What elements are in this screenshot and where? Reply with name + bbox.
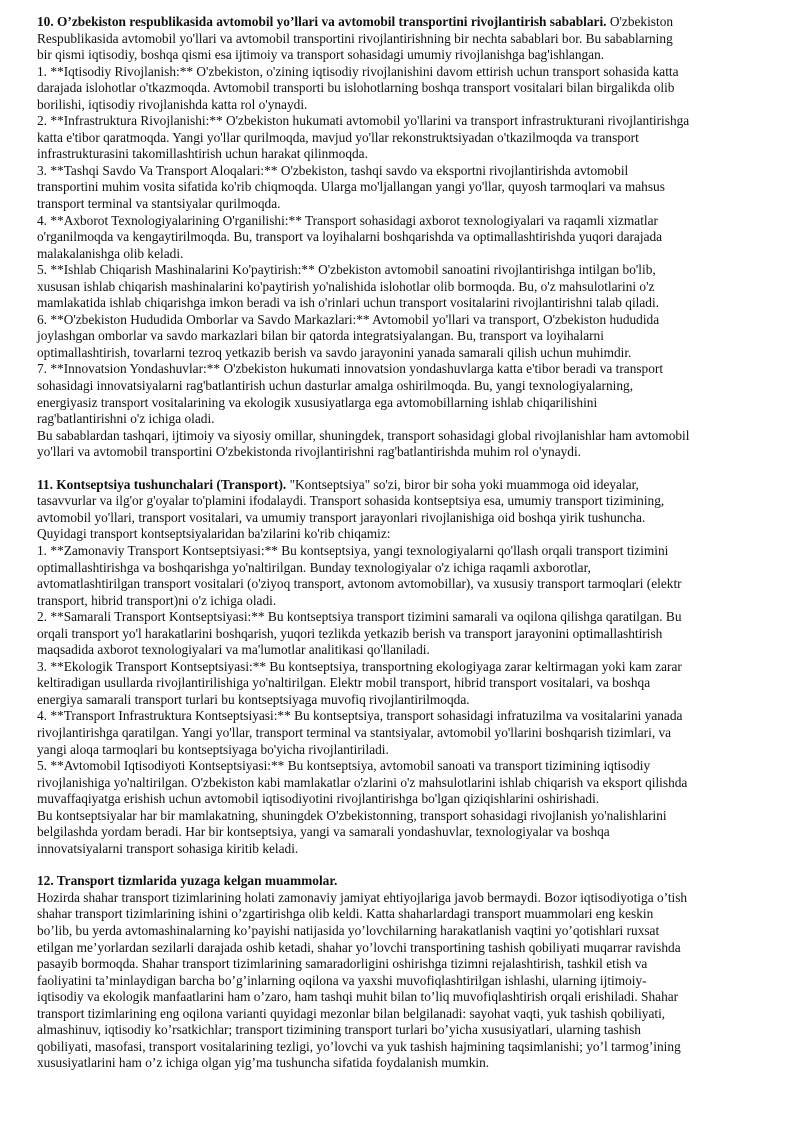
paragraph-line: yangi aloqa tarmoqlari bu kontseptsiyaga bo'yicha rivojlantiriladi.	[37, 741, 389, 757]
paragraph-line: etilgan me’yorlardan sezilarli darajada oshib ketadi, shahar yo’lovchi transportining tashish qobiliyati muqarrar ravishda	[37, 939, 681, 955]
paragraph-line: maqsadida axborot texnologiyalari va ma'lumotlar analitikasi qo'llaniladi.	[37, 642, 430, 658]
paragraph-line: 2. **Infrastruktura Rivojlanishi:** O'zbekiston hukumati avtomobil yo'llarini va transport infrastrukturani rivojlantirishga	[37, 113, 690, 129]
paragraph-line: 1. **Iqtisodiy Rivojlanish:** O'zbekiston, o'zining iqtisodiy rivojlanishini davom ettirish uchun transport sohasida katta	[37, 63, 679, 79]
section-12	[37, 873, 764, 1072]
paragraph-line: almashinuv, iqtisodiy ko’rsatkichlar; transport tizimining transport turlari bo’yicha xususiyatlari, ularning tashish	[37, 1022, 641, 1038]
paragraph-line: borilishi, iqtisodiy rivojlanishda katta rol o'ynaydi.	[37, 96, 308, 112]
section-10-heading: 10. O’zbekiston respublikasida avtomobil yo’llari va avtomobil transportini rivojlantirish sabablari.	[37, 14, 607, 29]
paragraph-line: rivojlantirishga qaratilgan. Yangi yo'llar, transport terminal va stantsiyalar, avtomobil yo'llarini boshqarish tizimlari, va	[37, 724, 672, 740]
paragraph-line: muvaffaqiyatga erishish uchun avtomobil iqtisodiyotini rivojlantirishga bo'lgan qiziqishlarini oshirishadi.	[37, 791, 600, 807]
paragraph-line: transportini muhim vosita sifatida ko'rib chiqmoqda. Ularga mo'ljallangan yangi yo'llar, quyosh tarmoqlari va mahsus	[37, 179, 665, 195]
paragraph-line: malakalanishga olib keladi.	[37, 245, 184, 261]
paragraph-line: 1. **Zamonaviy Transport Kontseptsiyasi:** Bu kontseptsiya, yangi texnologiyalarni qo'llash orqali transport tizimini	[37, 542, 669, 558]
paragraph-line: orqali transport yo'l harakatlarini boshqarish, yuqori tezlikda yetkazib berish va transport jarayonini optimallashtirish	[37, 625, 663, 641]
paragraph-line: yo'llari va avtomobil transportini O'zbekistonda rivojlantirishni rag'batlantirishda muhim rol o'ynaydi.	[37, 444, 582, 460]
paragraph-line: optimallashtirishga va boshqarishga yo'naltirilgan. Bunday texnologiyalar o'z ichiga raqamli axborotlar,	[37, 559, 591, 575]
paragraph-line: Hozirda shahar transport tizimlarining holati zamonaviy jamiyat ehtiyojlariga javob bermaydi. Bozor iqtisodiyotiga o’tish	[37, 889, 688, 905]
paragraph-line: energiyasiz transport vositalarining va ekologik xususiyatlarga ega avtomobillarning ishlab chiqarilishini	[37, 394, 598, 410]
paragraph-line: transport terminal va stantsiyalar qurilmoqda.	[37, 196, 281, 212]
paragraph-line: 6. **O'zbekiston Hududida Omborlar va Savdo Markazlari:** Avtomobil yo'llari va transport, O'zbekiston hududida	[37, 311, 660, 327]
paragraph-line: sohasidagi innovatsiyalarni rag'batlantirish uchun dasturlar amalga oshirilmoqda. Bu, yangi texnologiyalarning,	[37, 378, 634, 394]
paragraph-line: katta e'tibor qaratmoqda. Yangi yo'llar qurilmoqda, mavjud yo'llar rekonstruktsiyadan o'tkazilmoqda va transport	[37, 129, 639, 145]
paragraph-line: qobiliyati, masofasi, transport vositalarining tezligi, yo’lovchi va yuk tashish hajmining taqsimlanishi; yo’l tarmog’ining	[37, 1038, 681, 1054]
paragraph-line: xususan ishlab chiqarish mashinalarini ko'paytirish yo'nalishida islohotlar olib bormoqda. Bu, o'z mahsulotlarini o'z	[37, 278, 655, 294]
paragraph-line: 5. **Avtomobil Iqtisodiyoti Kontseptsiyasi:** Bu kontseptsiya, avtomobil sanoati va transport tizimining iqtisodiy	[37, 758, 651, 774]
paragraph-line: optimallashtirish, tovarlarni tezroq yetkazib berish va savdo jarayonini yanada samarali qilish uchun muhimdir.	[37, 344, 632, 360]
paragraph-line: belgilashda yordam beradi. Har bir kontseptsiya, yangi va samarali yondashuvlar, texnologiyalar va boshqa	[37, 824, 610, 840]
section-12-heading: 12. Transport tizmlarida yuzaga kelgan muammolar.	[37, 873, 338, 889]
paragraph-line: 3. **Tashqi Savdo Va Transport Aloqalari:** O'zbekiston, tashqi savdo va eksportni rivojlantirishda avtomobil	[37, 162, 629, 178]
paragraph-line: "Kontseptsiya" so'zi, biror bir soha yoki muammoga oid ideyalar,	[289, 476, 639, 492]
paragraph-line: bir qismi iqtisodiy, boshqa qismi esa ijtimoiy va transport sohasidagi umumiy rivojlanishga bag'ishlangan.	[37, 47, 605, 63]
paragraph-line: infrastrukturasini takomillashtirish uchun harakat qilinmoqda.	[37, 146, 368, 162]
section-11-first-line	[37, 477, 764, 494]
paragraph-line: 3. **Ekologik Transport Kontseptsiyasi:** Bu kontseptsiya, transportning ekologiyaga zarar keltirmagan yoki kam zarar	[37, 658, 682, 674]
paragraph-line: pasayib bormoqda. Shahar transport tizimlarining samaradorligini oshirishga tizimni rejalashtirish, tashkil etish va	[37, 956, 648, 972]
paragraph-line: keltiradigan usullarda rivojlantirilishiga yo'naltirilgan. Elektr mobil transport, hibrid transport vositalari, va boshqa	[37, 675, 651, 691]
paragraph-line: 2. **Samarali Transport Kontseptsiyasi:** Bu kontseptsiya transport tizimini samarali va oqilona qilishga qaratilgan. Bu	[37, 609, 682, 625]
section-11-heading: 11. Kontseptsiya tushunchalari (Transport).	[37, 476, 287, 492]
paragraph-line: rag'batlantirishni o'z ichiga oladi.	[37, 411, 215, 427]
paragraph-line: joylashgan omborlar va savdo markazlari bilan bir qatorda integratsiyalangan. Bu, transport va loyihalarni	[37, 328, 604, 344]
paragraph-line: Respublikasida avtomobil yo'llari va avtomobil transportini rivojlantirishning bir nechta sabablari bor. Bu sabablarning	[37, 30, 673, 46]
paragraph-line: avtomatlashtirilgan transport vositalari (o'ziyoq transport, avtonom avtomobillar), va xususiy transport tarmoqlari (elektr	[37, 576, 682, 592]
paragraph-line: iqtisodiy va ekologik manfaatlarini ham o’zaro, ham tashqi muhit bilan to’liq muvofiqlashtirish orqali erishiladi. Shahar	[37, 989, 679, 1005]
paragraph-line: O'zbekiston	[609, 14, 674, 29]
paragraph-line: Bu kontseptsiyalar har bir mamlakatning, shuningdek O'zbekistonning, transport sohasidagi rivojlanish yo'nalishlarini	[37, 807, 667, 823]
paragraph-line: mamlakatida ishlab chiqarishga imkon beradi va ish o'rinlari uchun transport vositalarini rivojlantirishni talab qiladi.	[37, 295, 659, 311]
paragraph-line: Quyidagi transport kontseptsiyalaridan ba'zilarini ko'rib chiqamiz:	[37, 526, 391, 542]
paragraph-line: avtomobil yo'llari, transport vositalari, va umumiy transport jarayonlari rivojlanishiga oid boshqa yirik tushuncha.	[37, 509, 646, 525]
section-10	[37, 14, 764, 461]
paragraph-line: rivojlanishiga yo'naltirilgan. O'zbekiston kabi mamlakatlar o'zlarini o'z mahsulotlarini ishlab chiqarish va eksport qilishda	[37, 774, 688, 790]
paragraph-line: faoliyatini ta’minlaydigan barcha bo’g’inlarning oqilona va yaxshi muvofiqlashtirilgan ishlashi, ularning ijtimoiy-	[37, 972, 647, 988]
paragraph-line: Bu sabablardan tashqari, ijtimoiy va siyosiy omillar, shuningdek, transport sohasidagi global rivojlanishlar ham avtomobil	[37, 427, 690, 443]
paragraph-line: 4. **Axborot Texnologiyalarining O'rganilishi:** Transport sohasidagi axborot texnologiyalari va raqamli xizmatlar	[37, 212, 658, 228]
paragraph-line: darajada islohotlar o'tkazmoqda. Avtomobil transporti bu islohotlarning boshqa transport vositalari bilan birgalikda olib	[37, 80, 675, 96]
paragraph-line: bo’lib, bu yerda avtomashinalarning ko’payishi natijasida yo’lovchilarning harakatlanish vaqtini yo’qotishlari ruxsat	[37, 922, 660, 938]
section-10-first-line	[37, 14, 764, 31]
paragraph-line: 5. **Ishlab Chiqarish Mashinalarini Ko'paytirish:** O'zbekiston avtomobil sanoatini rivojlantirishga intilgan bo'lib,	[37, 262, 656, 278]
paragraph-line: shahar transport tizimlarining ishini o’zgartirishga olib keldi. Katta shaharlardagi transport muammolari eng keskin	[37, 906, 654, 922]
paragraph-line: innovatsiyalarni transport sohasiga kiritib keladi.	[37, 840, 299, 856]
section-11	[37, 477, 764, 858]
paragraph-line: transport tizimlarining eng oqilona varianti quyidagi mezonlar bilan belgilanadi: sayohat vaqti, yuk tashish qobiliyati,	[37, 1005, 666, 1021]
paragraph-line: o'rganilmoqda va kengaytirilmoqda. Bu, transport va loyihalarni boshqarishda va optimallashtirishda yuqori darajada	[37, 229, 663, 245]
paragraph-line: tasavvurlar va ilg'or g'oyalar to'plamini ifodalaydi. Transport sohasida kontseptsiya esa, umumiy transport tizimining,	[37, 493, 665, 509]
paragraph-line: energiya samarali transport turlari bu kontseptsiyaga muvofiq rivojlantirilmoqda.	[37, 691, 470, 707]
paragraph-line: xususiyatlarini ham o’z ichiga olgan yig’ma tushuncha sifatida foydalanish mumkin.	[37, 1055, 490, 1071]
paragraph-line: 4. **Transport Infrastruktura Kontseptsiyasi:** Bu kontseptsiya, transport sohasidagi infratuzilma va vositalarini yanada	[37, 708, 683, 724]
paragraph-line: 7. **Innovatsion Yondashuvlar:** O'zbekiston hukumati innovatsion yondashuvlarga katta e'tibor beradi va transport	[37, 361, 664, 377]
paragraph-line: transport, hibrid transport)ni o'z ichiga oladi.	[37, 592, 277, 608]
